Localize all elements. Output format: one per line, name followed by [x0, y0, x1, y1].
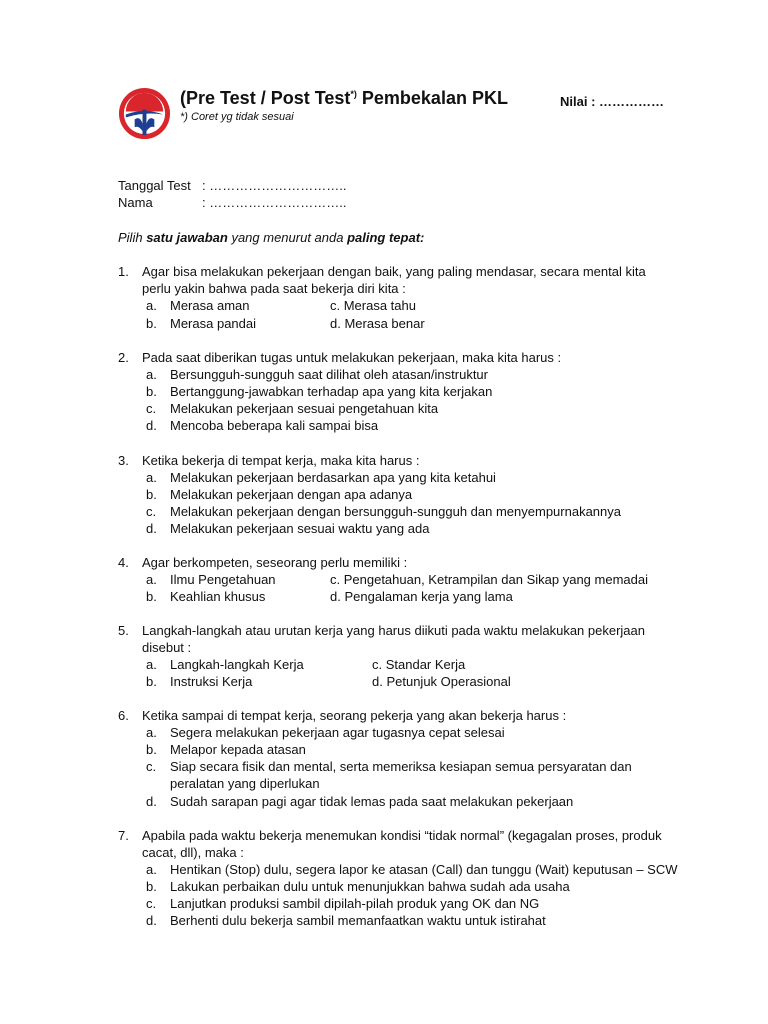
option-letter: c.: [146, 896, 157, 911]
option-text: Melapor kepada atasan: [170, 742, 306, 757]
option-letter: b.: [146, 316, 157, 331]
option-letter: b.: [146, 674, 157, 689]
option-letter: a.: [146, 862, 157, 877]
instruction-emphasis: paling tepat:: [347, 230, 425, 245]
option-text: Melakukan pekerjaan berdasarkan apa yang kita ketahui: [170, 470, 496, 485]
option-letter: b.: [146, 384, 157, 399]
question-number: 6.: [118, 708, 129, 723]
page-title: [180, 88, 508, 109]
score-field: Nilai : ……………: [560, 94, 665, 109]
option-text: d. Pengalaman kerja yang lama: [330, 589, 513, 604]
option-letter: a.: [146, 725, 157, 740]
option-text: Melakukan pekerjaan dengan bersungguh-sungguh dan menyempurnakannya: [170, 504, 621, 519]
question-text: Agar berkompeten, seseorang perlu memiliki :: [142, 555, 408, 570]
option-text: Melakukan pekerjaan dengan apa adanya: [170, 487, 413, 502]
school-logo-icon: [117, 86, 172, 141]
question-number: 2.: [118, 350, 129, 365]
option-letter: a.: [146, 470, 157, 485]
option-letter: d.: [146, 521, 157, 536]
option-text: Bersungguh-sungguh saat dilihat oleh atasan/instruktur: [170, 367, 488, 382]
question-number: 1.: [118, 264, 129, 279]
option-letter: a.: [146, 298, 157, 313]
option-letter: d.: [146, 913, 157, 928]
question-number: 4.: [118, 555, 129, 570]
title-end: Pembekalan PKL: [356, 88, 508, 108]
option-letter: b.: [146, 742, 157, 757]
date-value: : …………………………..: [202, 178, 347, 193]
title-footnote-mark: *): [350, 89, 357, 99]
instruction-emphasis: satu jawaban: [146, 230, 228, 245]
option-text: Merasa aman: [170, 298, 250, 313]
footnote: *) Coret yg tidak sesuai: [180, 111, 294, 123]
question-number: 7.: [118, 828, 129, 843]
option-text: Lakukan perbaikan dulu untuk menunjukkan bahwa sudah ada usaha: [170, 879, 570, 894]
option-text: d. Petunjuk Operasional: [372, 674, 511, 689]
option-text: Siap secara fisik dan mental, serta memeriksa kesiapan semua persyaratan dan: [170, 759, 632, 774]
question-text: Ketika sampai di tempat kerja, seorang pekerja yang akan bekerja harus :: [142, 708, 567, 723]
option-letter: a.: [146, 572, 157, 587]
option-text: Lanjutkan produksi sambil dipilah-pilah produk yang OK dan NG: [170, 896, 540, 911]
option-text: Melakukan pekerjaan sesuai waktu yang ada: [170, 521, 430, 536]
option-text: Keahlian khusus: [170, 589, 266, 604]
option-letter: d.: [146, 418, 157, 433]
option-text: Bertanggung-jawabkan terhadap apa yang kita kerjakan: [170, 384, 493, 399]
option-text: d. Merasa benar: [330, 316, 425, 331]
option-text: c. Pengetahuan, Ketrampilan dan Sikap yang memadai: [330, 572, 648, 587]
option-text: Melakukan pekerjaan sesuai pengetahuan kita: [170, 401, 439, 416]
option-letter: c.: [146, 504, 157, 519]
date-field: [118, 178, 346, 193]
option-text: Mencoba beberapa kali sampai bisa: [170, 418, 379, 433]
option-letter: b.: [146, 487, 157, 502]
name-field: [118, 195, 346, 210]
option-text: Berhenti dulu bekerja sambil memanfaatkan waktu untuk istirahat: [170, 913, 546, 928]
instruction: [118, 230, 424, 245]
question-text: Langkah-langkah atau urutan kerja yang harus diikuti pada waktu melakukan pekerjaan disebut :: [142, 623, 645, 655]
option-letter: b.: [146, 879, 157, 894]
option-text: c. Standar Kerja: [372, 657, 466, 672]
question-text: Agar bisa melakukan pekerjaan dengan baik, yang paling mendasar, secara mental kita perlu yakin bahwa pada saat bekerja diri kita :: [142, 264, 646, 296]
date-label: Tanggal Test: [118, 178, 191, 193]
option-letter: c.: [146, 401, 157, 416]
question-number: 5.: [118, 623, 129, 638]
option-text: Merasa pandai: [170, 316, 256, 331]
option-text: c. Merasa tahu: [330, 298, 416, 313]
name-value: : …………………………..: [202, 195, 347, 210]
option-text: Instruksi Kerja: [170, 674, 253, 689]
option-letter: c.: [146, 759, 157, 774]
option-letter: a.: [146, 657, 157, 672]
option-letter: a.: [146, 367, 157, 382]
option-text: Sudah sarapan pagi agar tidak lemas pada saat melakukan pekerjaan: [170, 794, 574, 809]
option-text: peralatan yang diperlukan: [170, 776, 320, 791]
instruction-text: Pilih: [118, 230, 147, 245]
option-letter: b.: [146, 589, 157, 604]
question-text: Ketika bekerja di tempat kerja, maka kita harus :: [142, 453, 420, 468]
option-letter: d.: [146, 794, 157, 809]
instruction-text: yang menurut anda: [227, 230, 348, 245]
question-text: Apabila pada waktu bekerja menemukan kondisi “tidak normal” (kegagalan proses, produk cacat, dll), maka :: [142, 828, 662, 860]
option-text: Langkah-langkah Kerja: [170, 657, 304, 672]
option-text: Ilmu Pengetahuan: [170, 572, 276, 587]
option-text: Segera melakukan pekerjaan agar tugasnya cepat selesai: [170, 725, 505, 740]
option-text: Hentikan (Stop) dulu, segera lapor ke atasan (Call) dan tunggu (Wait) keputusan – SCW: [170, 862, 678, 877]
question-number: 3.: [118, 453, 129, 468]
question-text: Pada saat diberikan tugas untuk melakukan pekerjaan, maka kita harus :: [142, 350, 562, 365]
title-main: (Pre Test / Post Test: [180, 88, 351, 108]
name-label: Nama: [118, 195, 153, 210]
